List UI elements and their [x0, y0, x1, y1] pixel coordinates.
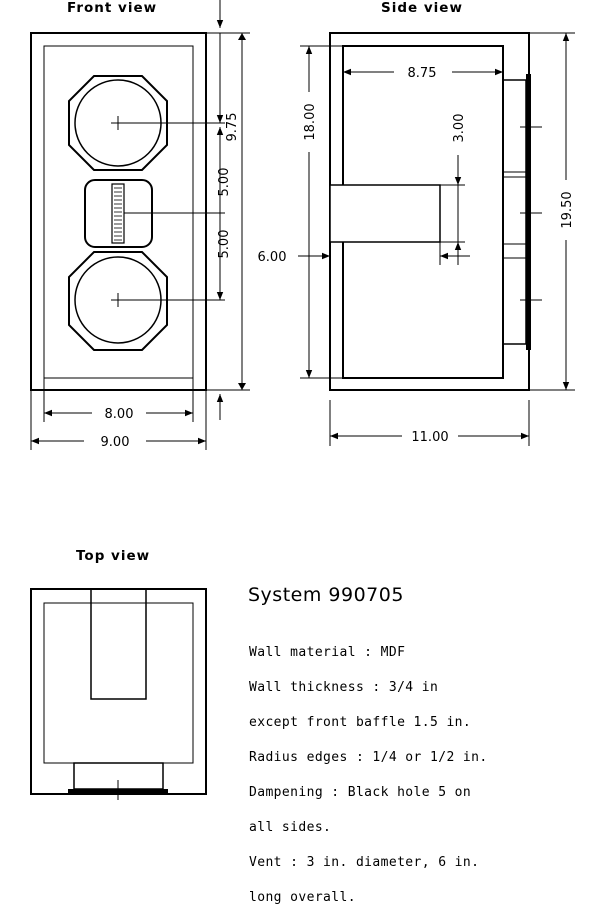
system-name: System 990705	[248, 584, 404, 606]
front-baffle-side	[503, 80, 526, 344]
top-vent	[91, 589, 146, 699]
driver-flange	[526, 74, 531, 350]
front-view-title: Front view	[67, 0, 158, 16]
dim-front-lower: 5.00	[217, 229, 232, 259]
dim-side-height-inner: 18.00	[303, 103, 318, 141]
note-dampening: Dampening : Black hole 5 on	[249, 784, 472, 800]
dim-side-depth-inner: 8.75	[407, 66, 437, 81]
note-vent-cont: long overall.	[249, 889, 356, 905]
side-view	[298, 0, 575, 446]
note-dampening-cont: all sides.	[249, 819, 332, 835]
note-radius-edges: Radius edges : 1/4 or 1/2 in.	[249, 749, 488, 765]
dim-side-vent-offset: 3.00	[452, 113, 467, 143]
top-view	[31, 548, 206, 800]
dim-front-mid: 5.00	[217, 167, 232, 197]
note-vent: Vent : 3 in. diameter, 6 in.	[249, 854, 480, 870]
ribbon-tweeter	[112, 184, 124, 243]
front-view	[31, 0, 250, 420]
note-front-baffle: except front baffle 1.5 in.	[249, 714, 472, 730]
dim-side-height-outer: 19.50	[560, 191, 575, 229]
front-outer-box	[31, 33, 206, 390]
top-view-title: Top view	[76, 548, 151, 564]
note-wall-thickness: Wall thickness : 3/4 in	[249, 679, 439, 695]
dim-front-inner-width: 8.00	[104, 407, 134, 422]
dim-front-outer-width: 9.00	[100, 435, 130, 450]
top-inner-box	[44, 603, 193, 763]
spec-notes	[249, 626, 569, 924]
note-wall-material: Wall material : MDF	[249, 644, 406, 660]
side-vent	[330, 185, 440, 242]
dim-front-upper: 9.75	[225, 112, 240, 142]
side-view-title: Side view	[381, 0, 463, 16]
dim-side-vent-length: 6.00	[257, 250, 287, 265]
dim-side-depth-outer: 11.00	[411, 430, 449, 445]
